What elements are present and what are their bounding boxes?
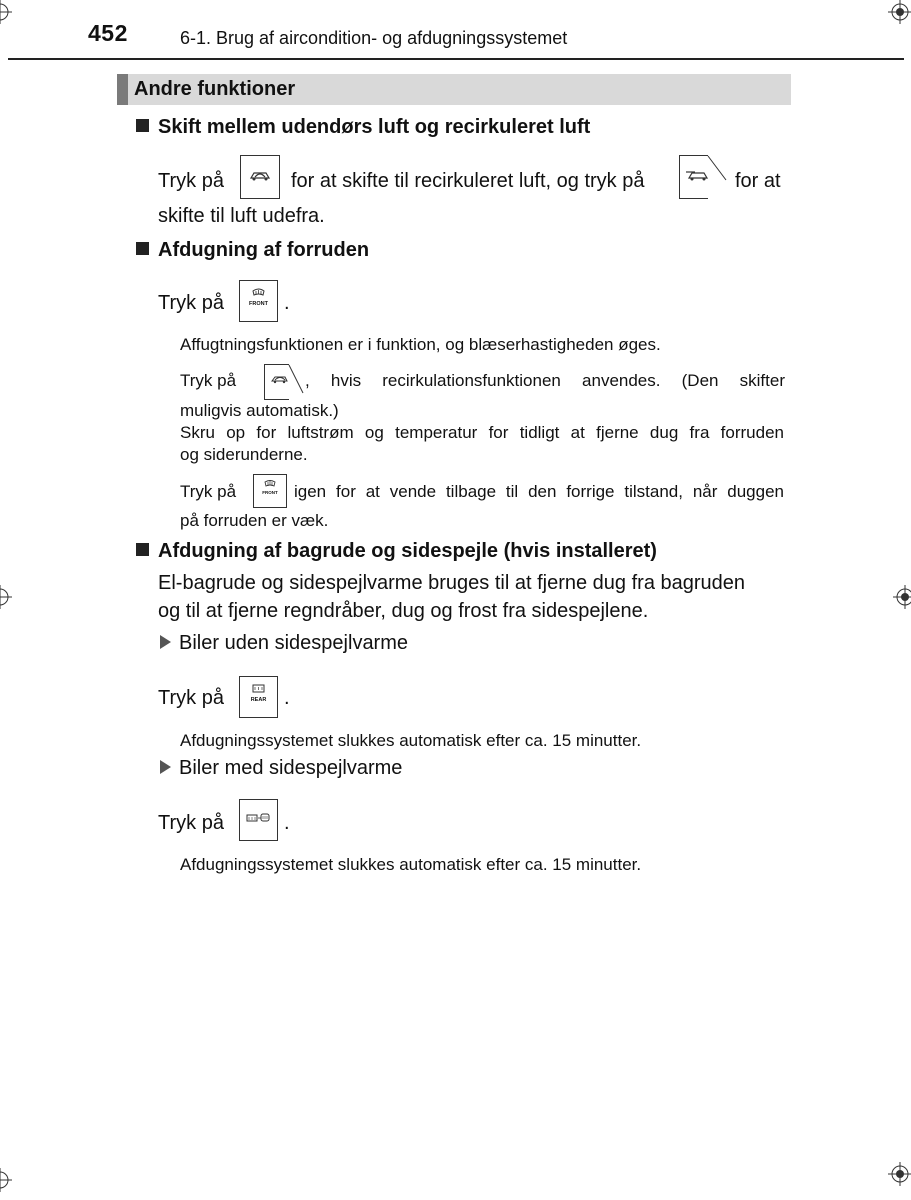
rear-defogger-icon [240,677,277,717]
front-defogger-icon [254,475,286,507]
windshield-press-label: Tryk på [158,292,224,314]
registration-mark-mid-right [893,585,911,609]
rear-desc-line2: og til at fjerne regndråber, dug og frost fra sidespejlene. [158,600,649,622]
windshield-note3-line1: Skru op for luftstrøm og temperatur for tidligt at fjerne dug fra forruden [180,423,784,442]
case1-note: Afdugningssystemet slukkes automatisk efter ca. 15 minutter. [180,731,642,750]
case2-period: . [284,812,290,834]
windshield-note3-line2: og siderunderne. [180,445,308,464]
case1-press-label: Tryk på [158,687,224,709]
triangle-bullet-icon [160,760,171,774]
svg-text:REAR: REAR [250,697,267,703]
recirc-heading [136,116,590,139]
case2-press-label: Tryk på [158,812,224,834]
recirc-press-label: Tryk på [158,170,224,192]
windshield-note1: Affugtningsfunktionen er i funktion, og blæserhastigheden øges. [180,335,661,354]
registration-mark-top-right [888,0,911,24]
rear-heading [136,540,657,563]
recirc-line2: skifte til luft udefra. [158,205,325,227]
recirculated-air-button [240,155,280,199]
windshield-note4-line2: på forruden er væk. [180,511,329,530]
registration-mark-mid-left [0,585,12,609]
section-title: Andre funktioner [134,78,296,100]
front-defogger-icon [240,281,277,321]
header-rule [8,58,904,60]
recirculated-air-button-small [264,364,289,400]
square-bullet-icon [136,119,149,132]
windshield-note2-rest: , hvis recirkulationsfunktionen anvendes. (Den skifter [305,371,785,390]
square-bullet-icon [136,242,149,255]
front-defogger-button-small [253,474,287,508]
registration-mark-bottom-right [888,1162,911,1186]
outside-air-button [679,155,708,199]
section-header-bar [117,74,128,105]
svg-text:FRONT: FRONT [249,301,268,307]
section-header [117,74,791,105]
rear-heading-text: Afdugning af bagrude og sidespejle (hvis installeret) [158,540,657,562]
svg-text:FRONT: FRONT [262,490,278,495]
running-title: 6-1. Brug af aircondition- og afdugningssystemet [180,28,568,48]
windshield-heading-text: Afdugning af forruden [158,239,370,261]
recirc-heading-text: Skift mellem udendørs luft og recirkuleret luft [158,116,591,138]
car-recirculate-icon [265,365,305,399]
recirc-end-text: for at [735,170,781,192]
windshield-note4-press: Tryk på [180,482,237,501]
windshield-heading [136,239,369,262]
car-outside-air-icon [680,156,726,198]
page-number: 452 [88,20,128,46]
square-bullet-icon [136,543,149,556]
recirc-mid-text: for at skifte til recirkuleret luft, og tryk på [291,170,645,192]
mirror-defogger-button [239,799,278,841]
windshield-note2-line2: muligvis automatisk.) [180,401,339,420]
case2-text: Biler med sidespejlvarme [179,757,403,779]
front-defogger-button [239,280,278,322]
case2-label [160,758,402,778]
car-recirculate-icon [241,156,279,198]
windshield-note4-rest: igen for at vende tilbage til den forrige tilstand, når duggen [294,482,784,501]
windshield-period: . [284,292,290,314]
registration-mark-top-left [0,0,12,24]
case1-period: . [284,687,290,709]
triangle-bullet-icon [160,635,171,649]
rear-defogger-button [239,676,278,718]
case1-label [160,633,408,653]
registration-mark-bottom-left [0,1168,12,1192]
rear-and-mirror-defogger-icon [240,800,277,840]
case2-note: Afdugningssystemet slukkes automatisk efter ca. 15 minutter. [180,855,642,874]
case1-text: Biler uden sidespejlvarme [179,632,409,654]
rear-desc-line1: El-bagrude og sidespejlvarme bruges til at fjerne dug fra bagruden [158,572,746,594]
windshield-note2-press: Tryk på [180,371,237,390]
